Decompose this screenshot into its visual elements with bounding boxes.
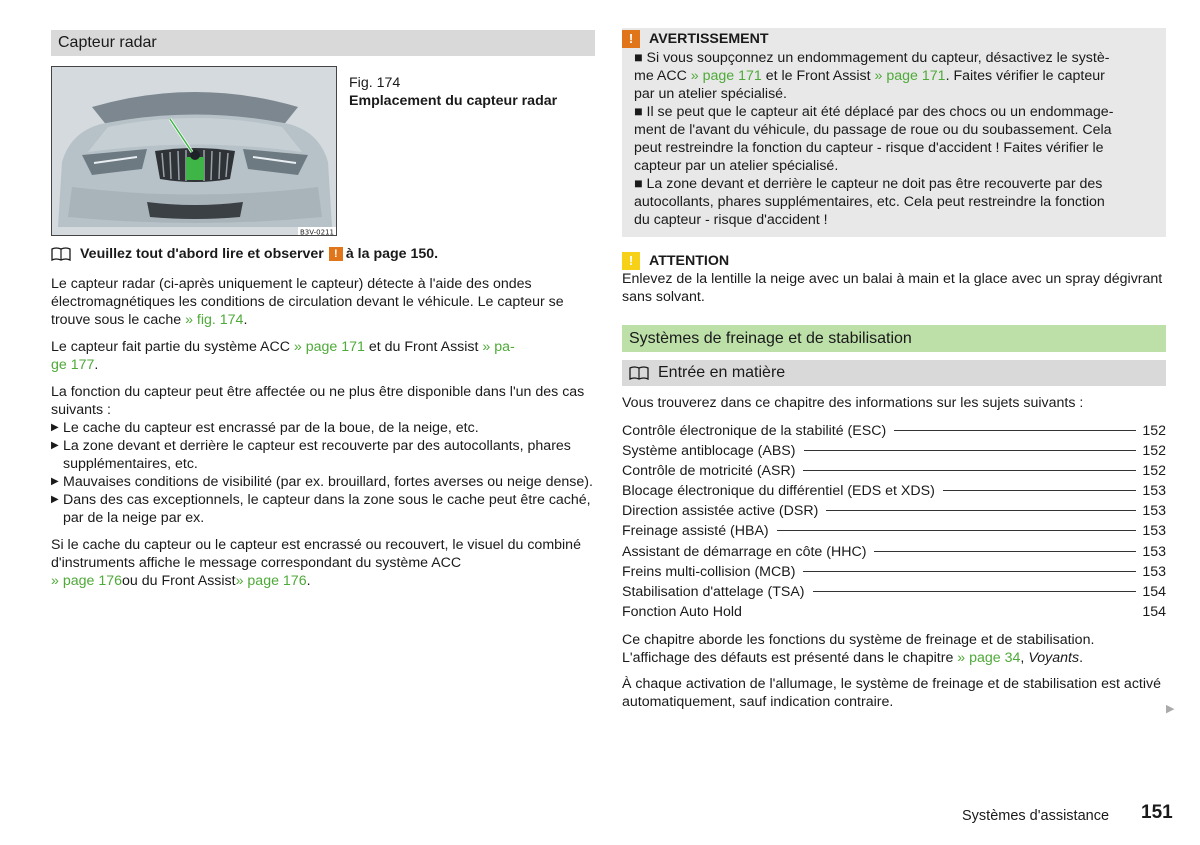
toc-entry[interactable]: Fonction Auto Hold 154 <box>622 603 1166 620</box>
toc-entry[interactable]: Freinage assisté (HBA) 153 <box>622 523 1166 540</box>
warning-icon: ! <box>329 247 343 261</box>
next-page-arrow-icon: ▶ <box>1166 703 1175 715</box>
toc-entry[interactable]: Système antiblocage (ABS) 152 <box>622 443 1166 460</box>
link-page-176-front-assist[interactable]: » page 176 <box>235 573 307 589</box>
figure-label: Fig. 174 <box>349 75 401 91</box>
paragraph-chapter-scope: Ce chapitre aborde les fonctions du système de freinage et de stabilisation. L'affichage des défauts est présenté dans le chapitre » page 34, Voyants. <box>622 631 1095 666</box>
attention-header <box>622 252 1166 270</box>
left-column <box>51 30 595 590</box>
bullet-arrow-icon: ▶ <box>51 440 59 451</box>
link-page-177-part2[interactable]: ge 177 <box>51 357 95 373</box>
read-first-page: à la page 150. <box>345 246 439 262</box>
table-of-contents <box>622 422 1166 623</box>
link-page-34[interactable]: » page 34 <box>957 649 1021 666</box>
attention-text: Enlevez de la lentille la neige avec un balai à main et la glace avec un spray dégivrant sans solvant. <box>622 271 1163 305</box>
car-front-illustration <box>52 67 337 236</box>
list-item: ▶ Mauvaises conditions de visibilité (par ex. brouillard, fortes averses ou neige dense). <box>51 474 593 490</box>
warning-item-2: ■ Il se peut que le capteur ait été déplacé par des chocs ou un endommage- ment de l'avant du véhicule, du passage de roue ou du soubassement. Cela peut restreindre la fonction du capteur - risque d'accident ! Faites vérifier le capteur par un atelier spécialisé. <box>634 104 1114 174</box>
figure-caption <box>349 74 595 110</box>
figure-174 <box>51 66 595 236</box>
bullet-arrow-icon: ▶ <box>51 494 59 505</box>
link-page-171[interactable]: » page 171 <box>293 339 365 355</box>
bullet-arrow-icon: ▶ <box>51 422 59 433</box>
page-number: 151 <box>1141 802 1173 823</box>
toc-entry[interactable]: Stabilisation d'attelage (TSA) 154 <box>622 583 1166 600</box>
warning-header <box>622 28 1151 49</box>
right-column <box>622 28 1166 711</box>
warning-item-1: ■ Si vous soupçonnez un endommagement du capteur, désactivez le systè- me ACC » page 171 et le Front Assist » page 171. Faites vérifier le capteur par un atelier spécialisé. <box>634 50 1110 102</box>
intro-text: Vous trouverez dans ce chapitre des informations sur les sujets suivants : <box>622 395 1084 411</box>
section-title-freinage: Systèmes de freinage et de stabilisation <box>622 325 1166 352</box>
paragraph-ignition: À chaque activation de l'allumage, le système de freinage et de stabilisation est activé automatiquement, sauf indication contraire. <box>622 675 1161 710</box>
list-item: ▶ Le cache du capteur est encrassé par de la boue, de la neige, etc. <box>51 420 479 436</box>
toc-entry[interactable]: Freins multi-collision (MCB) 153 <box>622 563 1166 580</box>
toc-entry[interactable]: Assistant de démarrage en côte (HHC) 153 <box>622 543 1166 560</box>
warning-item-3: ■ La zone devant et derrière le capteur ne doit pas être recouverte par des autocollants, phares supplémentaires, etc. Cela peut restreindre la fonction du capteur - risque d'accident ! <box>634 176 1105 228</box>
caution-icon: ! <box>622 252 640 270</box>
read-first-notice <box>51 245 595 263</box>
paragraph-dirty-sensor: Si le cache du capteur ou le capteur est encrassé ou recouvert, le visuel du combiné d'instruments affiche le message correspondant du système ACC » page 176ou du Front Assist» page 176. <box>51 537 581 589</box>
paragraph-sensor-description: Le capteur radar (ci-après uniquement le capteur) détecte à l'aide des ondes électromagnétiques les conditions de circulation devant le véhicule. Le capteur se trouve sous le cache » fig. 174. <box>51 276 564 328</box>
subsection-entree-en-matiere <box>622 360 1166 386</box>
warning-title: AVERTISSEMENT <box>649 31 769 47</box>
paragraph-acc-front-assist: Le capteur fait partie du système ACC » page 171 et du Front Assist » pa- ge 177. <box>51 339 515 373</box>
book-icon <box>51 247 71 261</box>
attention-title: ATTENTION <box>649 253 730 269</box>
read-first-text: Veuillez tout d'abord lire et observer <box>80 246 324 262</box>
paragraph-conditions-intro: La fonction du capteur peut être affectée ou ne plus être disponible dans l'un des cas suivants : <box>51 384 585 418</box>
radar-sensor-car-image <box>51 66 337 236</box>
figure-title: Emplacement du capteur radar <box>349 93 558 109</box>
link-page-171-acc[interactable]: » page 171 <box>690 68 762 84</box>
warning-box <box>622 28 1166 237</box>
image-code: B3V-0211 <box>300 228 334 236</box>
toc-entry[interactable]: Contrôle électronique de la stabilité (ESC) 152 <box>622 423 1166 439</box>
toc-entry[interactable]: Blocage électronique du différentiel (EDS et XDS) 153 <box>622 483 1166 500</box>
subsection-title: Entrée en matière <box>658 364 786 381</box>
toc-entry[interactable]: Direction assistée active (DSR) 153 <box>622 503 1166 520</box>
bullet-arrow-icon: ▶ <box>51 476 59 487</box>
section-title-capteur-radar: Capteur radar <box>51 30 595 56</box>
list-item: ▶ La zone devant et derrière le capteur est recouverte par des autocollants, phares supplémentaires, etc. <box>51 438 571 472</box>
conditions-list <box>51 419 595 527</box>
footer-chapter-title: Systèmes d'assistance <box>962 808 1110 824</box>
list-item: ▶ Dans des cas exceptionnels, le capteur dans la zone sous le cache peut être caché, par de la neige par ex. <box>51 492 591 526</box>
link-fig-174[interactable]: » fig. 174 <box>185 312 244 328</box>
link-page-176-acc[interactable]: » page 176 <box>51 573 123 589</box>
warning-icon: ! <box>622 30 640 48</box>
link-page-171-front-assist[interactable]: » page 171 <box>874 68 946 84</box>
book-icon <box>629 366 649 380</box>
toc-entry[interactable]: Contrôle de motricité (ASR) 152 <box>622 463 1166 480</box>
link-page-177-part1[interactable]: » pa- <box>482 339 515 355</box>
